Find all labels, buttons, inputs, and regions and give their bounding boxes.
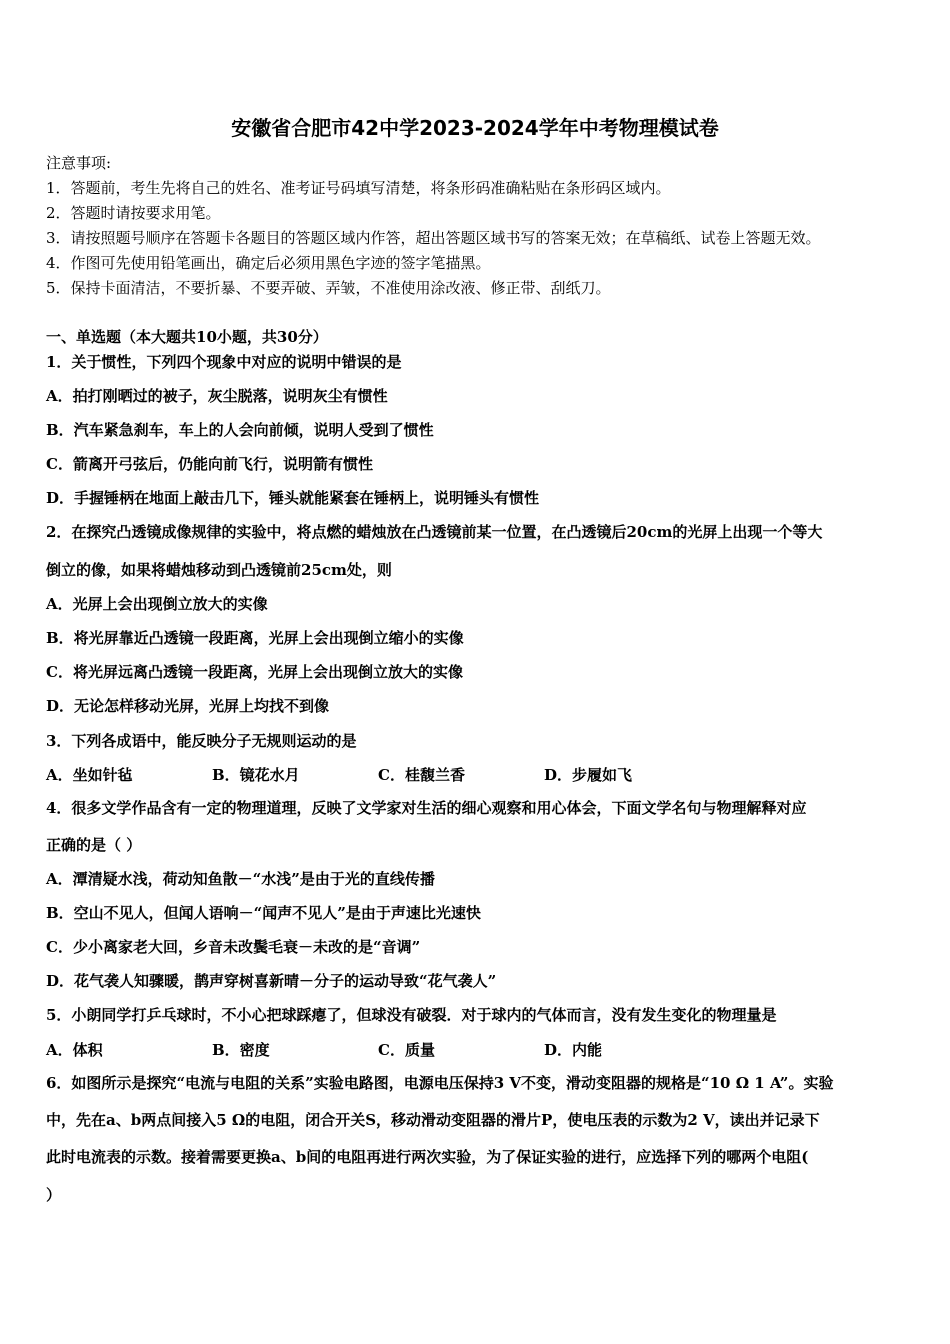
question-2-stem: 2．在探究凸透镜成像规律的实验中，将点燃的蜡烛放在凸透镜前某一位置，在凸透镜后20cm的光屏上出现一个等大 [46,523,823,541]
question-3-options [46,764,710,785]
question-2-option-a: A．光屏上会出现倒立放大的实像 [46,595,268,613]
exam-title: 安徽省合肥市42中学2023-2024学年中考物理模试卷 [231,116,719,140]
question-5-option-c: C．质量 [378,1041,435,1059]
question-3-option-b: B．镜花水月 [212,766,300,784]
question-2-option-b: B．将光屏靠近凸透镜一段距离，光屏上会出现倒立缩小的实像 [46,629,464,647]
notice-item: 1．答题前，考生先将自己的姓名、准考证号码填写清楚，将条形码准确粘贴在条形码区域内。 [46,179,671,197]
question-4-stem-cont: 正确的是（ ） [46,836,142,854]
question-4-stem: 4．很多文学作品含有一定的物理道理，反映了文学家对生活的细心观察和用心体会，下面文学名句与物理解释对应 [46,799,807,817]
question-2-option-d: D．无论怎样移动光屏，光屏上均找不到像 [46,697,330,715]
question-2-option-c: C．将光屏远离凸透镜一段距离，光屏上会出现倒立放大的实像 [46,663,463,681]
question-3-option-d: D．步履如飞 [544,766,633,784]
question-5-options [46,1039,710,1060]
notice-item: 3．请按照题号顺序在答题卡各题目的答题区域内作答，超出答题区域书写的答案无效；在草稿纸、试卷上答题无效。 [46,229,821,247]
question-2-stem-cont: 倒立的像，如果将蜡烛移动到凸透镜前25cm处，则 [46,561,392,579]
question-1-option-a: A．拍打刚晒过的被子，灰尘脱落，说明灰尘有惯性 [46,387,388,405]
notice-item: 5．保持卡面清洁，不要折暴、不要弄破、弄皱，不准使用涂改液、修正带、刮纸刀。 [46,279,611,297]
question-1-option-c: C．箭离开弓弦后，仍能向前飞行，说明箭有惯性 [46,455,373,473]
question-1-option-b: B．汽车紧急刹车，车上的人会向前倾，说明人受到了惯性 [46,421,434,439]
question-3-option-c: C．桂馥兰香 [378,766,465,784]
question-5-stem: 5．小朗同学打乒乓球时，不小心把球踩瘪了，但球没有破裂．对于球内的气体而言，没有发生变化的物理量是 [46,1006,777,1024]
notice-item: 4．作图可先使用铅笔画出，确定后必须用黑色字迹的签字笔描黑。 [46,254,491,272]
question-3-stem: 3．下列各成语中，能反映分子无规则运动的是 [46,732,357,750]
question-6-stem-cont: ） [46,1186,62,1204]
question-5-option-b: B．密度 [212,1041,270,1059]
question-4-option-d: D．花气袭人知骤暖，鹊声穿树喜新晴－分子的运动导致“花气袭人” [46,972,497,990]
question-1-stem: 1．关于惯性，下列四个现象中对应的说明中错误的是 [46,353,402,371]
question-6-stem-cont: 此时电流表的示数。接着需要更换a、b间的电阻再进行两次实验，为了保证实验的进行，应选择下列的哪两个电阻( [46,1148,809,1166]
question-3-option-a: A．坐如针毡 [46,766,133,784]
question-4-option-b: B．空山不见人，但闻人语响－“闻声不见人”是由于声速比光速快 [46,904,481,922]
question-4-option-a: A．潭清疑水浅，荷动知鱼散－“水浅”是由于光的直线传播 [46,870,435,888]
question-4-option-c: C．少小离家老大回，乡音未改鬓毛衰－未改的是“音调” [46,938,421,956]
question-5-option-a: A．体积 [46,1041,103,1059]
question-6-stem-cont: 中，先在a、b两点间接入5 Ω的电阻，闭合开关S，移动滑动变阻器的滑片P，使电压表的示数为2 V，读出并记录下 [46,1111,820,1129]
question-1-option-d: D．手握锤柄在地面上敲击几下，锤头就能紧套在锤柄上，说明锤头有惯性 [46,489,540,507]
question-5-option-d: D．内能 [544,1041,603,1059]
section-heading: 一、单选题（本大题共10小题，共30分） [46,328,328,346]
notice-heading: 注意事项: [46,154,112,172]
question-6-stem: 6．如图所示是探究“电流与电阻的关系”实验电路图，电源电压保持3 V不变，滑动变阻器的规格是“10 Ω 1 A”。实验 [46,1074,834,1092]
notice-item: 2．答题时请按要求用笔。 [46,204,221,222]
